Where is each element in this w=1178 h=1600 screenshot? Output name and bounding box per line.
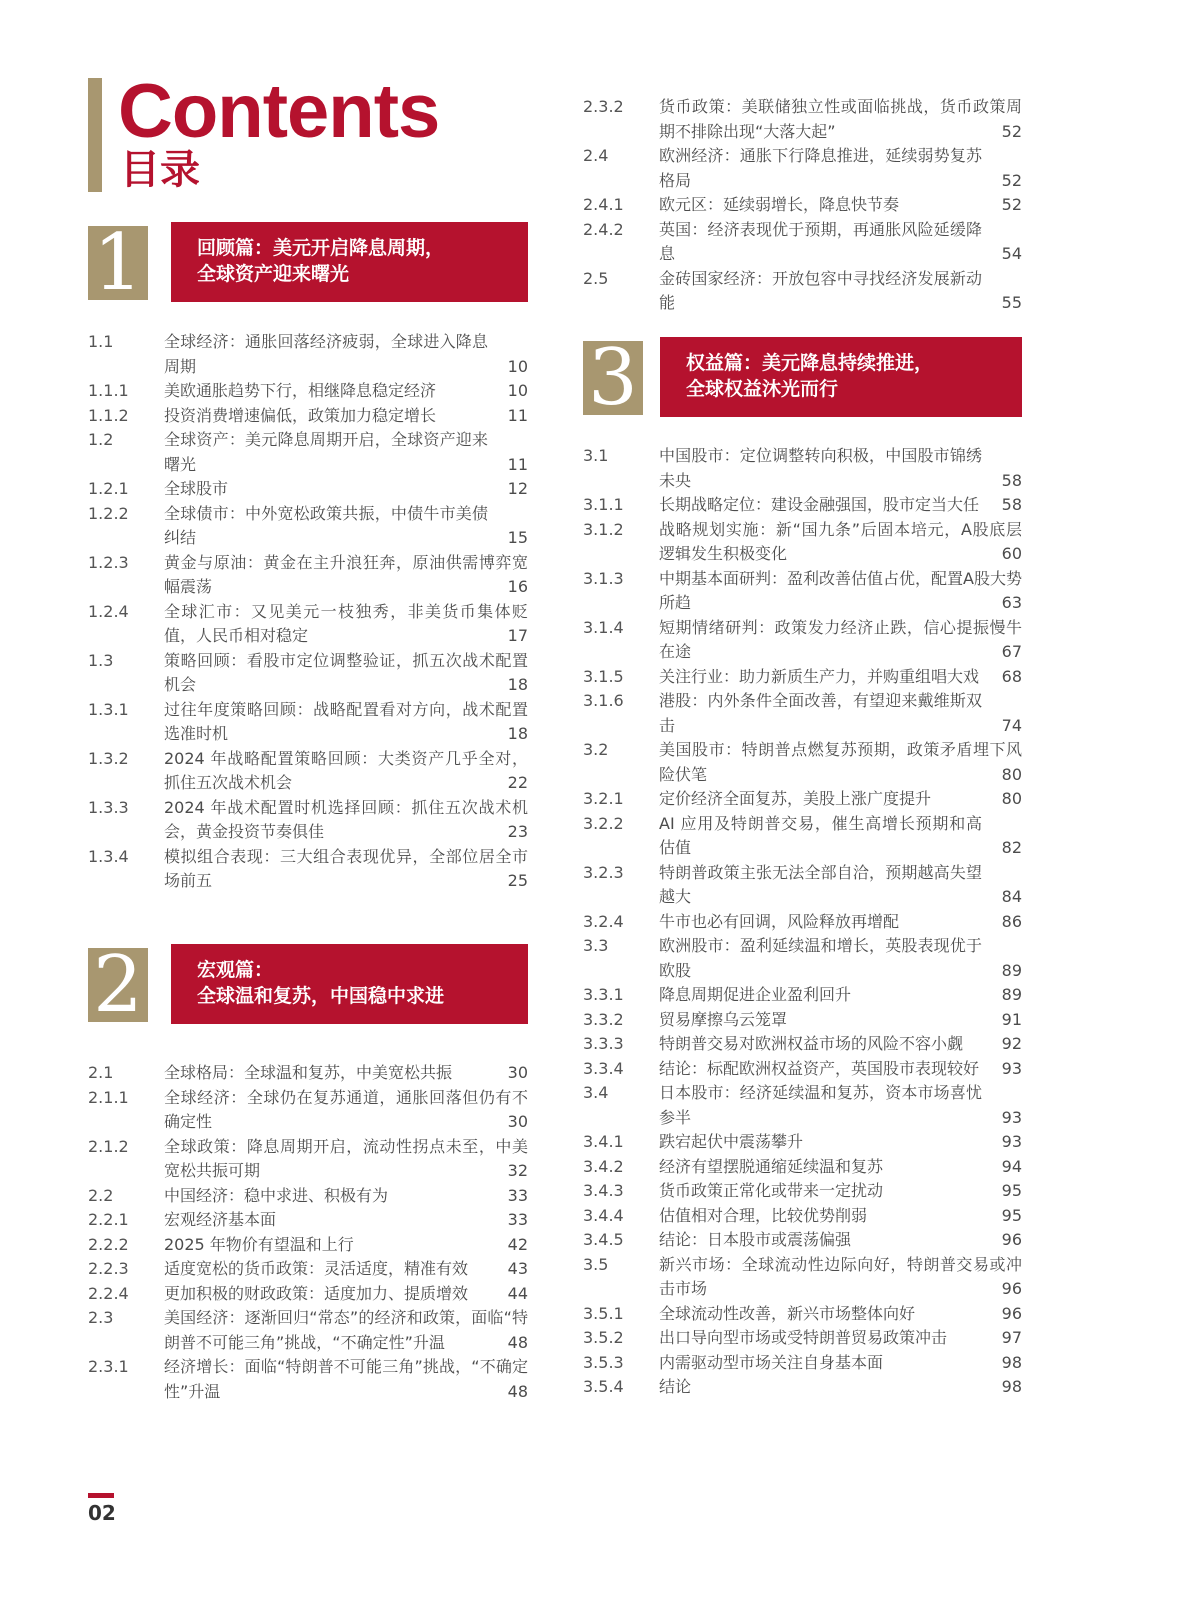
toc-entry-page: 11 [492, 404, 528, 429]
toc-entry[interactable] [88, 1208, 528, 1233]
toc-entry[interactable] [583, 218, 1022, 267]
toc-entry-title: 定价经济全面复苏，美股上涨广度提升 [659, 789, 932, 808]
toc-entry-title: 全球格局：全球温和复苏，中美宽松共振 [164, 1063, 453, 1082]
toc-entry-page: 10 [492, 355, 528, 380]
toc-entry[interactable] [88, 1355, 528, 1404]
toc-entry-page: 55 [986, 291, 1022, 316]
toc-entry[interactable] [583, 95, 1022, 144]
toc-entry[interactable] [583, 1302, 1022, 1327]
toc-entry-number: 3.2.3 [583, 862, 624, 882]
toc-entry-number: 2.2.4 [88, 1283, 129, 1303]
toc-entry-page: 23 [492, 820, 528, 845]
toc-entry-title: 2024 年战术配置时机选择回顾：抓住五次战术机会，黄金投资节奏俱佳 [164, 797, 528, 841]
toc-entry[interactable] [583, 738, 1022, 787]
toc-entry-title: 货币政策正常化或带来一定扰动 [659, 1181, 884, 1200]
toc-entry-page: 95 [986, 1204, 1022, 1229]
toc-entry-page: 18 [492, 673, 528, 698]
toc-entry-title: 中期基本面研判：盈利改善估值占优，配置A股大势所趋 [659, 568, 1022, 612]
toc-entry-title: 英国：经济表现优于预期，再通胀风险延缓降息 [659, 219, 982, 263]
section-heading [171, 222, 528, 302]
toc-entry-title: 贸易摩擦乌云笼罩 [659, 1009, 788, 1029]
toc-entry[interactable] [583, 1130, 1022, 1155]
toc-entry-number: 3.1.4 [583, 617, 624, 637]
toc-entry-title: 跌宕起伏中震荡攀升 [659, 1132, 804, 1151]
toc-entry[interactable] [88, 330, 528, 379]
toc-entry[interactable] [88, 1306, 528, 1355]
toc-entry-page: 44 [492, 1282, 528, 1307]
toc-entry[interactable] [583, 861, 1022, 910]
toc-entry-page: 68 [986, 665, 1022, 690]
toc-entry[interactable] [583, 567, 1022, 616]
toc-entry-title: 美欧通胀趋势下行，相继降息稳定经济 [164, 381, 437, 400]
section-heading-line: 宏观篇： [197, 959, 274, 981]
toc-entry-number: 3.3.2 [583, 1009, 624, 1029]
toc-entry-title: 2025 年物价有望温和上行 [164, 1234, 354, 1254]
toc-entry[interactable] [88, 796, 528, 845]
toc-entry[interactable] [583, 1081, 1022, 1130]
toc-entry-title: 2024 年战略配置策略回顾：大类资产几乎全对，抓住五次战术机会 [164, 748, 528, 792]
toc-entry-page: 92 [986, 1032, 1022, 1057]
toc-entry-page: 11 [492, 453, 528, 478]
toc-entry-title: 降息周期促进企业盈利回升 [659, 985, 852, 1004]
toc-entry-page: 33 [492, 1208, 528, 1233]
toc-entry[interactable] [583, 1228, 1022, 1253]
toc-entry-number: 3.1.3 [583, 568, 624, 588]
toc-entry[interactable] [583, 518, 1022, 567]
toc-entry-page: 18 [492, 722, 528, 747]
toc-entry-number: 2.4 [583, 146, 609, 165]
toc-entry-title: 欧洲股市：盈利延续温和增长，英股表现优于欧股 [659, 936, 982, 980]
toc-entry[interactable] [583, 1155, 1022, 1180]
toc-entry[interactable] [583, 144, 1022, 193]
toc-entry-title: 港股：内外条件全面改善，有望迎来戴维斯双击 [659, 691, 982, 735]
toc-entry-title: 全球资产：美元降息周期开启，全球资产迎来曙光 [164, 430, 488, 474]
toc-entry[interactable] [88, 747, 528, 796]
toc-entry-number: 3.4.1 [583, 1132, 624, 1151]
toc-entry[interactable] [583, 934, 1022, 983]
toc-entry-page: 95 [986, 1179, 1022, 1204]
toc-entry[interactable] [88, 1184, 528, 1209]
toc-entry-page: 52 [986, 193, 1022, 218]
toc-entry-number: 3.4 [583, 1083, 609, 1102]
toc-entry[interactable] [88, 1257, 528, 1282]
toc-entry-page: 96 [986, 1277, 1022, 1302]
toc-entry-page: 96 [986, 1228, 1022, 1253]
toc-entry-number: 1.3.3 [88, 797, 129, 817]
toc-entry[interactable] [88, 551, 528, 600]
section-heading-line: 全球温和复苏，中国稳中求进 [197, 985, 445, 1007]
page-title-cn: 目录 [120, 147, 200, 193]
toc-entry[interactable] [583, 193, 1022, 218]
toc-entry-page: 98 [986, 1375, 1022, 1400]
toc-entry-page: 60 [986, 542, 1022, 567]
page-number: 02 [88, 1501, 116, 1525]
toc-entry[interactable] [583, 493, 1022, 518]
toc-entry-title: 日本股市：经济延续温和复苏，资本市场喜忧参半 [659, 1083, 982, 1127]
section-numeral: 2 [88, 948, 148, 1022]
toc-entry-title: 牛市也必有回调，风险释放再增配 [659, 911, 900, 931]
toc-entry-title: 短期情绪研判：政策发力经济止跌，信心提振慢牛在途 [659, 617, 1022, 661]
toc-entry-number: 2.3 [88, 1308, 114, 1327]
toc-entry-page: 33 [492, 1184, 528, 1209]
toc-entry-title: 欧元区：延续弱增长，降息快节奏 [659, 195, 900, 214]
toc-entry-page: 16 [492, 575, 528, 600]
toc-entry-number: 3.5 [583, 1254, 609, 1274]
toc-entry-page: 12 [492, 477, 528, 502]
toc-entry-page: 32 [492, 1159, 528, 1184]
toc-entry-number: 2.5 [583, 268, 609, 288]
toc-entry-page: 58 [986, 469, 1022, 494]
toc-entry-page: 98 [986, 1351, 1022, 1376]
toc-entry[interactable] [583, 812, 1022, 861]
toc-entry[interactable] [583, 1204, 1022, 1229]
toc-entry-title: 策略回顾：看股市定位调整验证，抓五次战术配置机会 [164, 650, 528, 694]
toc-entry-page: 25 [492, 869, 528, 894]
toc-entry-page: 93 [986, 1106, 1022, 1131]
toc-entry[interactable] [583, 983, 1022, 1008]
toc-entry[interactable] [583, 1057, 1022, 1082]
toc-entry-number: 3.2 [583, 740, 609, 759]
toc-entry-number: 3.4.4 [583, 1205, 624, 1225]
toc-entry-number: 3.1.5 [583, 666, 624, 686]
toc-entry-number: 2.3.1 [88, 1357, 129, 1376]
toc-entry-title: 过往年度策略回顾：战略配置看对方向，战术配置选准时机 [164, 699, 528, 743]
toc-entry-page: 96 [986, 1302, 1022, 1327]
toc-entry-title: 全球债市：中外宽松政策共振，中债牛市美债纠结 [164, 503, 488, 547]
toc-entry-title: 估值相对合理，比较优势削弱 [659, 1205, 868, 1225]
section-heading-line: 权益篇：美元降息持续推进， [686, 352, 934, 374]
toc-entry-title: 更加积极的财政政策：适度加力、提质增效 [164, 1283, 469, 1303]
toc-entry[interactable] [88, 428, 528, 477]
toc-entry-page: 93 [986, 1057, 1022, 1082]
toc-list [583, 95, 1022, 316]
toc-entry-title: 全球经济：全球仍在复苏通道，通胀回落但仍有不确定性 [164, 1087, 528, 1131]
toc-entry-title: 全球汇市：又见美元一枝独秀，非美货币集体贬值，人民币相对稳定 [164, 601, 528, 645]
toc-entry-title: 出口导向型市场或受特朗普贸易政策冲击 [659, 1328, 948, 1347]
toc-entry-title: 新兴市场：全球流动性边际向好，特朗普交易或冲击市场 [659, 1254, 1022, 1298]
toc-entry-page: 82 [986, 836, 1022, 861]
toc-entry-title: 结论：标配欧洲权益资产，英国股市表现较好 [659, 1058, 980, 1078]
toc-entry-page: 67 [986, 640, 1022, 665]
toc-entry-number: 2.4.1 [583, 195, 624, 214]
toc-entry-number: 3.3.4 [583, 1058, 624, 1078]
toc-entry-number: 3.1 [583, 446, 609, 465]
toc-entry[interactable] [583, 689, 1022, 738]
toc-entry-number: 2.1 [88, 1063, 114, 1082]
toc-entry-page: 58 [986, 493, 1022, 518]
toc-entry-title: 经济有望摆脱通缩延续温和复苏 [659, 1156, 884, 1176]
toc-list [88, 330, 528, 894]
toc-entry-number: 1.2.4 [88, 601, 129, 621]
toc-entry-number: 1.3.1 [88, 699, 129, 719]
toc-entry-page: 52 [986, 169, 1022, 194]
toc-entry[interactable] [88, 477, 528, 502]
toc-entry[interactable] [583, 1253, 1022, 1302]
toc-entry-page: 97 [986, 1326, 1022, 1351]
toc-entry-number: 1.1.2 [88, 405, 129, 425]
toc-entry-number: 3.5.2 [583, 1328, 624, 1347]
toc-entry[interactable] [583, 1032, 1022, 1057]
toc-entry[interactable] [88, 649, 528, 698]
toc-entry-number: 2.3.2 [583, 97, 624, 116]
toc-entry-number: 1.2.3 [88, 552, 129, 572]
section-heading-line: 全球权益沐光而行 [686, 378, 839, 400]
toc-entry-title: 经济增长：面临“特朗普不可能三角”挑战，“不确定性”升温 [164, 1357, 528, 1401]
toc-entry-page: 86 [986, 910, 1022, 935]
toc-entry-title: 结论：日本股市或震荡偏强 [659, 1230, 852, 1249]
toc-entry-number: 3.3.1 [583, 985, 624, 1004]
toc-entry-number: 2.4.2 [583, 219, 624, 239]
toc-entry-title: 中国经济：稳中求进、积极有为 [164, 1185, 389, 1205]
toc-entry-number: 1.2.1 [88, 479, 129, 498]
toc-entry[interactable] [583, 267, 1022, 316]
toc-entry-title: 内需驱动型市场关注自身基本面 [659, 1352, 884, 1372]
toc-entry-number: 3.4.2 [583, 1156, 624, 1176]
toc-entry-number: 3.4.3 [583, 1181, 624, 1200]
toc-entry[interactable] [88, 1086, 528, 1135]
page-title: Contents [118, 69, 440, 154]
toc-entry[interactable] [88, 845, 528, 894]
toc-entry-title: 全球政策：降息周期开启，流动性拐点未至，中美宽松共振可期 [164, 1136, 528, 1180]
section-numeral: 1 [88, 226, 148, 300]
footer-accent [88, 1493, 114, 1498]
toc-entry-page: 30 [492, 1061, 528, 1086]
toc-entry-title: 美国股市：特朗普点燃复苏预期，政策矛盾埋下风险伏笔 [659, 740, 1022, 784]
toc-entry-page: 10 [492, 379, 528, 404]
toc-entry-title: 关注行业：助力新质生产力，并购重组唱大戏 [659, 666, 980, 686]
toc-entry-title: 金砖国家经济：开放包容中寻找经济发展新动能 [659, 268, 982, 312]
toc-list [583, 444, 1022, 1400]
toc-entry[interactable] [583, 1351, 1022, 1376]
toc-entry[interactable] [583, 1008, 1022, 1033]
toc-entry-number: 3.2.2 [583, 813, 624, 833]
toc-entry[interactable] [583, 1179, 1022, 1204]
toc-entry-number: 3.1.2 [583, 519, 624, 539]
toc-entry[interactable] [88, 1061, 528, 1086]
toc-entry-title: 全球经济：通胀回落经济疲弱，全球进入降息周期 [164, 332, 488, 376]
toc-entry[interactable] [583, 910, 1022, 935]
toc-entry[interactable] [583, 665, 1022, 690]
toc-entry-title: 黄金与原油：黄金在主升浪狂奔，原油供需博弈宽幅震荡 [164, 552, 528, 596]
toc-entry-title: 长期战略定位：建设金融强国，股市定当大任 [659, 495, 980, 514]
toc-entry[interactable] [88, 404, 528, 429]
toc-entry-page: 74 [986, 714, 1022, 739]
toc-entry-page: 42 [492, 1233, 528, 1258]
toc-entry-title: 宏观经济基本面 [164, 1210, 277, 1229]
toc-entry-title: 欧洲经济：通胀下行降息推进，延续弱势复苏格局 [659, 146, 982, 190]
section-heading-line: 全球资产迎来曙光 [197, 263, 350, 285]
toc-entry-number: 3.1.1 [583, 495, 624, 514]
section-numeral: 3 [583, 341, 643, 415]
toc-entry-page: 93 [986, 1130, 1022, 1155]
toc-entry[interactable] [88, 1135, 528, 1184]
toc-entry-number: 1.2 [88, 430, 114, 449]
toc-entry-number: 3.4.5 [583, 1230, 624, 1249]
toc-entry-number: 3.2.1 [583, 789, 624, 808]
toc-entry-number: 1.1.1 [88, 381, 129, 400]
toc-entry-number: 2.2.1 [88, 1210, 129, 1229]
toc-entry-number: 3.3.3 [583, 1034, 624, 1053]
toc-entry-page: 30 [492, 1110, 528, 1135]
toc-entry-page: 91 [986, 1008, 1022, 1033]
toc-entry-title: 战略规划实施：新“国九条”后固本培元，A股底层逻辑发生积极变化 [659, 519, 1022, 563]
toc-entry-page: 94 [986, 1155, 1022, 1180]
toc-entry-title: 中国股市：定位调整转向积极，中国股市锦绣未央 [659, 446, 982, 490]
toc-entry-page: 89 [986, 959, 1022, 984]
toc-entry-title: 模拟组合表现：三大组合表现优异，全部位居全市场前五 [164, 846, 528, 890]
toc-entry[interactable] [88, 379, 528, 404]
toc-entry-title: 特朗普政策主张无法全部自洽，预期越高失望越大 [659, 862, 982, 906]
toc-entry-title: 全球流动性改善，新兴市场整体向好 [659, 1303, 916, 1323]
toc-entry-number: 1.3.2 [88, 748, 129, 768]
toc-entry-page: 84 [986, 885, 1022, 910]
toc-entry-page: 22 [492, 771, 528, 796]
toc-list [88, 1061, 528, 1404]
toc-entry[interactable] [583, 444, 1022, 493]
toc-entry-page: 54 [986, 242, 1022, 267]
toc-entry-page: 89 [986, 983, 1022, 1008]
toc-entry-number: 2.2.2 [88, 1234, 129, 1254]
toc-entry-page: 80 [986, 763, 1022, 788]
toc-entry-page: 15 [492, 526, 528, 551]
toc-entry-page: 80 [986, 787, 1022, 812]
toc-entry-number: 3.5.4 [583, 1377, 624, 1396]
toc-entry-page: 43 [492, 1257, 528, 1282]
toc-entry-number: 2.2.3 [88, 1259, 129, 1278]
toc-entry-title: 特朗普交易对欧洲权益市场的风险不容小觑 [659, 1034, 964, 1053]
title-accent-bar [88, 78, 102, 192]
toc-entry-number: 1.3 [88, 650, 114, 670]
toc-entry-title: 全球股市 [164, 479, 229, 498]
toc-entry-page: 48 [492, 1331, 528, 1356]
toc-entry-title: 货币政策：美联储独立性或面临挑战，货币政策周期不排除出现“大落大起” [659, 97, 1022, 141]
toc-entry[interactable] [88, 1233, 528, 1258]
toc-entry[interactable] [88, 600, 528, 649]
toc-entry-title: 结论 [659, 1377, 692, 1396]
toc-entry-page: 48 [492, 1380, 528, 1405]
toc-entry[interactable] [88, 502, 528, 551]
toc-entry[interactable] [583, 616, 1022, 665]
toc-entry[interactable] [583, 1326, 1022, 1351]
toc-entry-number: 3.3 [583, 936, 609, 955]
toc-entry[interactable] [88, 1282, 528, 1307]
toc-entry-number: 2.1.2 [88, 1136, 129, 1156]
toc-entry-title: 美国经济：逐渐回归“常态”的经济和政策，面临“特朗普不可能三角”挑战，“不确定性”升温 [164, 1308, 528, 1352]
toc-entry[interactable] [583, 787, 1022, 812]
toc-entry-number: 1.3.4 [88, 846, 129, 866]
toc-entry[interactable] [583, 1375, 1022, 1400]
toc-entry[interactable] [88, 698, 528, 747]
toc-entry-title: 适度宽松的货币政策：灵活适度，精准有效 [164, 1259, 469, 1278]
toc-entry-title: 投资消费增速偏低，政策加力稳定增长 [164, 405, 437, 425]
toc-entry-number: 3.5.3 [583, 1352, 624, 1372]
toc-entry-number: 1.1 [88, 332, 114, 351]
toc-entry-number: 1.2.2 [88, 503, 129, 523]
toc-entry-page: 17 [492, 624, 528, 649]
section-heading-line: 回顾篇：美元开启降息周期， [197, 237, 445, 259]
toc-entry-number: 3.2.4 [583, 911, 624, 931]
toc-entry-number: 2.1.1 [88, 1087, 129, 1107]
toc-entry-number: 2.2 [88, 1185, 114, 1205]
toc-entry-page: 63 [986, 591, 1022, 616]
section-heading [660, 337, 1022, 417]
toc-entry-number: 3.1.6 [583, 691, 624, 710]
section-heading [171, 944, 528, 1024]
toc-entry-number: 3.5.1 [583, 1303, 624, 1323]
toc-entry-title: AI 应用及特朗普交易，催生高增长预期和高估值 [659, 813, 982, 857]
toc-entry-page: 52 [986, 120, 1022, 145]
